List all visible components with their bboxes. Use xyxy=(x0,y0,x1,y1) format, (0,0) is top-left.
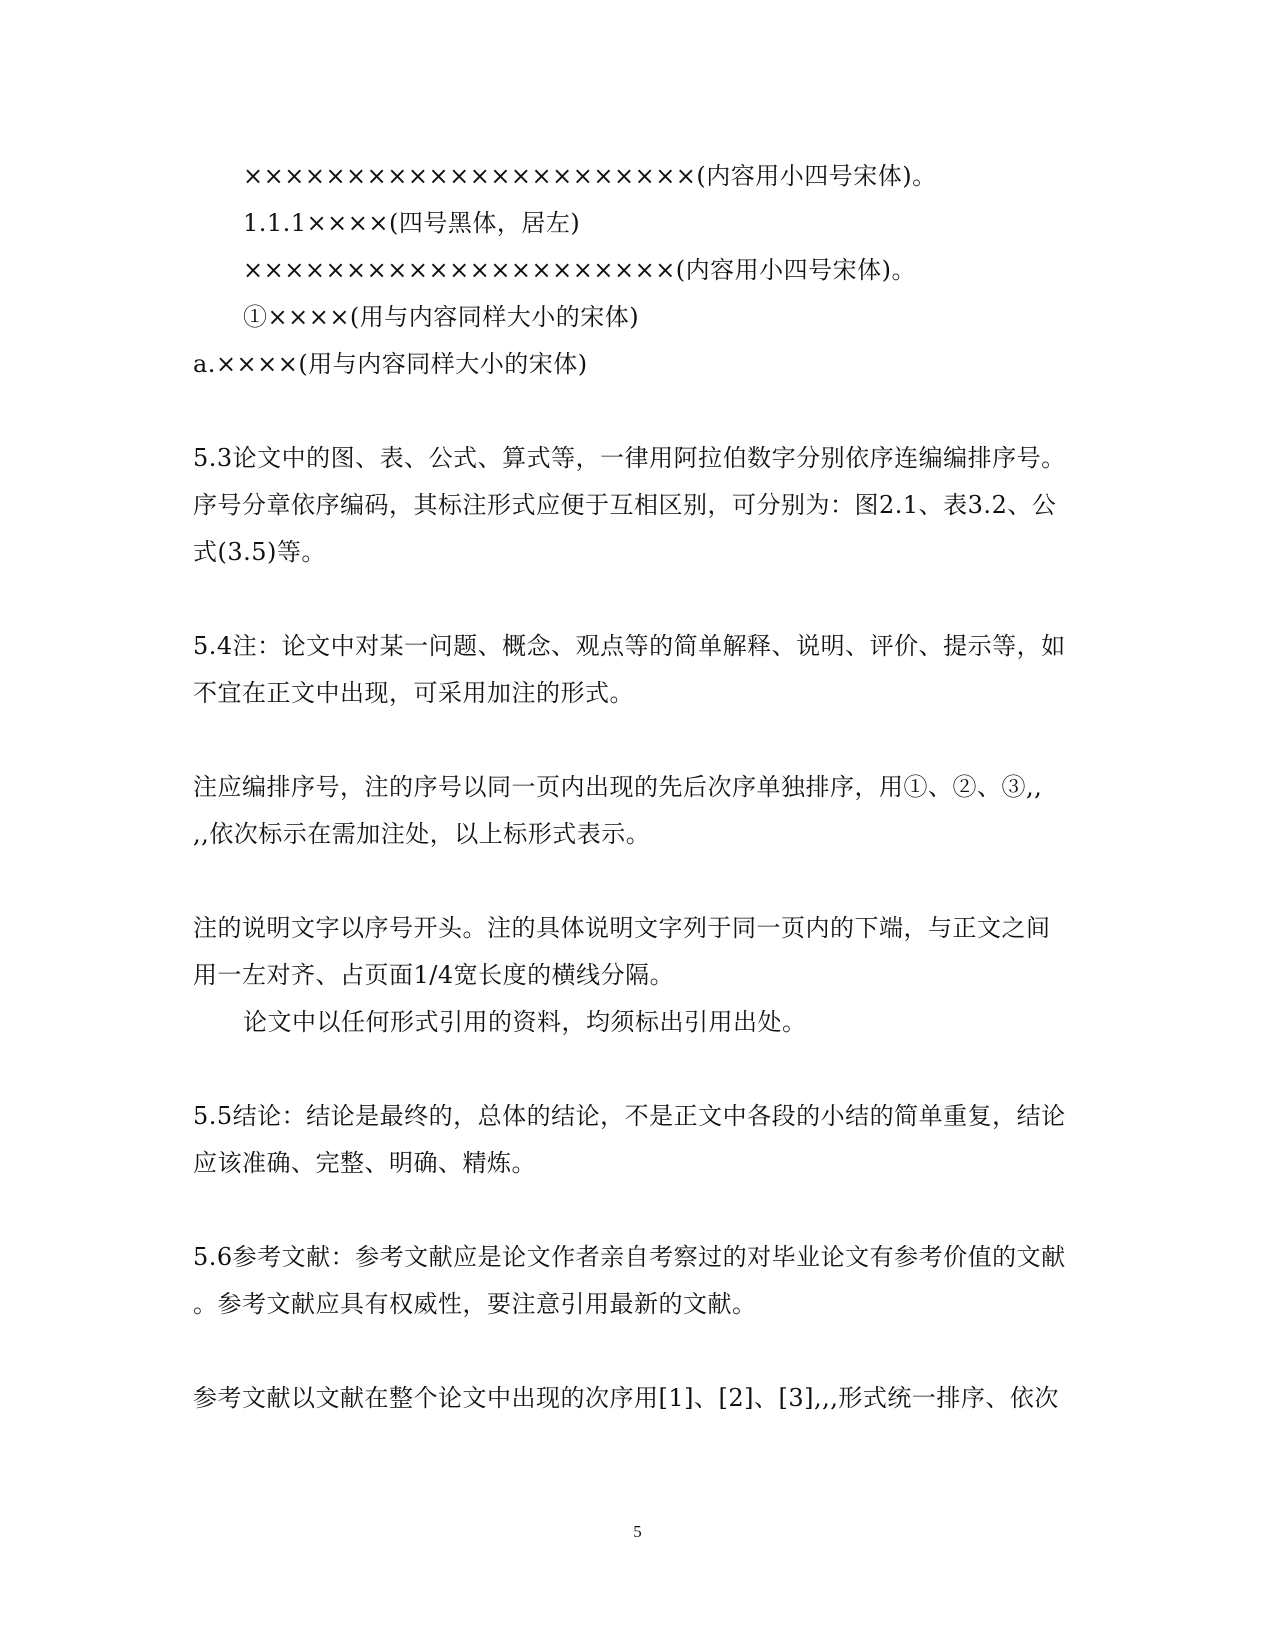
body-line: ××××××××××××××××××××××(内容用小四号宋体)。 xyxy=(243,162,937,190)
section-5-3-line: 5.3论文中的图、表、公式、算式等，一律用阿拉伯数字分别依序连编编排序号。 xyxy=(193,444,1066,472)
body-line: 应该准确、完整、明确、精炼。 xyxy=(193,1149,536,1177)
page-number: 5 xyxy=(633,1522,642,1541)
body-line: 注应编排序号，注的序号以同一页内出现的先后次序单独排序，用①、②、③,, xyxy=(193,773,1043,801)
section-5-6-line: 5.6参考文献：参考文献应是论文作者亲自考察过的对毕业论文有参考价值的文献 xyxy=(193,1243,1066,1271)
numbered-item-line: ①××××(用与内容同样大小的宋体) xyxy=(243,303,640,331)
section-5-4-line: 5.4注：论文中对某一问题、概念、观点等的简单解释、说明、评价、提示等，如 xyxy=(193,632,1066,660)
body-line: 论文中以任何形式引用的资料，均须标出引用出处。 xyxy=(243,1008,807,1036)
body-line: ×××××××××××××××××××××(内容用小四号宋体)。 xyxy=(243,256,917,284)
body-line: 不宜在正文中出现，可采用加注的形式。 xyxy=(193,679,634,707)
lettered-item-line: a.××××(用与内容同样大小的宋体) xyxy=(193,350,588,378)
body-line: 用一左对齐、占页面1/4宽长度的横线分隔。 xyxy=(193,961,675,989)
body-line: 序号分章依序编码，其标注形式应便于互相区别，可分别为：图2.1、表3.2、公 xyxy=(193,491,1057,519)
section-5-5-line: 5.5结论：结论是最终的，总体的结论，不是正文中各段的小结的简单重复，结论 xyxy=(193,1102,1066,1130)
body-line: 式(3.5)等。 xyxy=(193,538,326,566)
body-line: 参考文献以文献在整个论文中出现的次序用[1]、[2]、[3],,,形式统一排序、依次 xyxy=(193,1384,1059,1412)
body-line: 。参考文献应具有权威性，要注意引用最新的文献。 xyxy=(193,1290,757,1318)
body-line: 注的说明文字以序号开头。注的具体说明文字列于同一页内的下端，与正文之间 xyxy=(193,914,1051,942)
body-line: ,,依次标示在需加注处，以上标形式表示。 xyxy=(193,820,651,848)
subheading-1-1-1: 1.1.1××××(四号黑体，居左) xyxy=(243,209,581,237)
